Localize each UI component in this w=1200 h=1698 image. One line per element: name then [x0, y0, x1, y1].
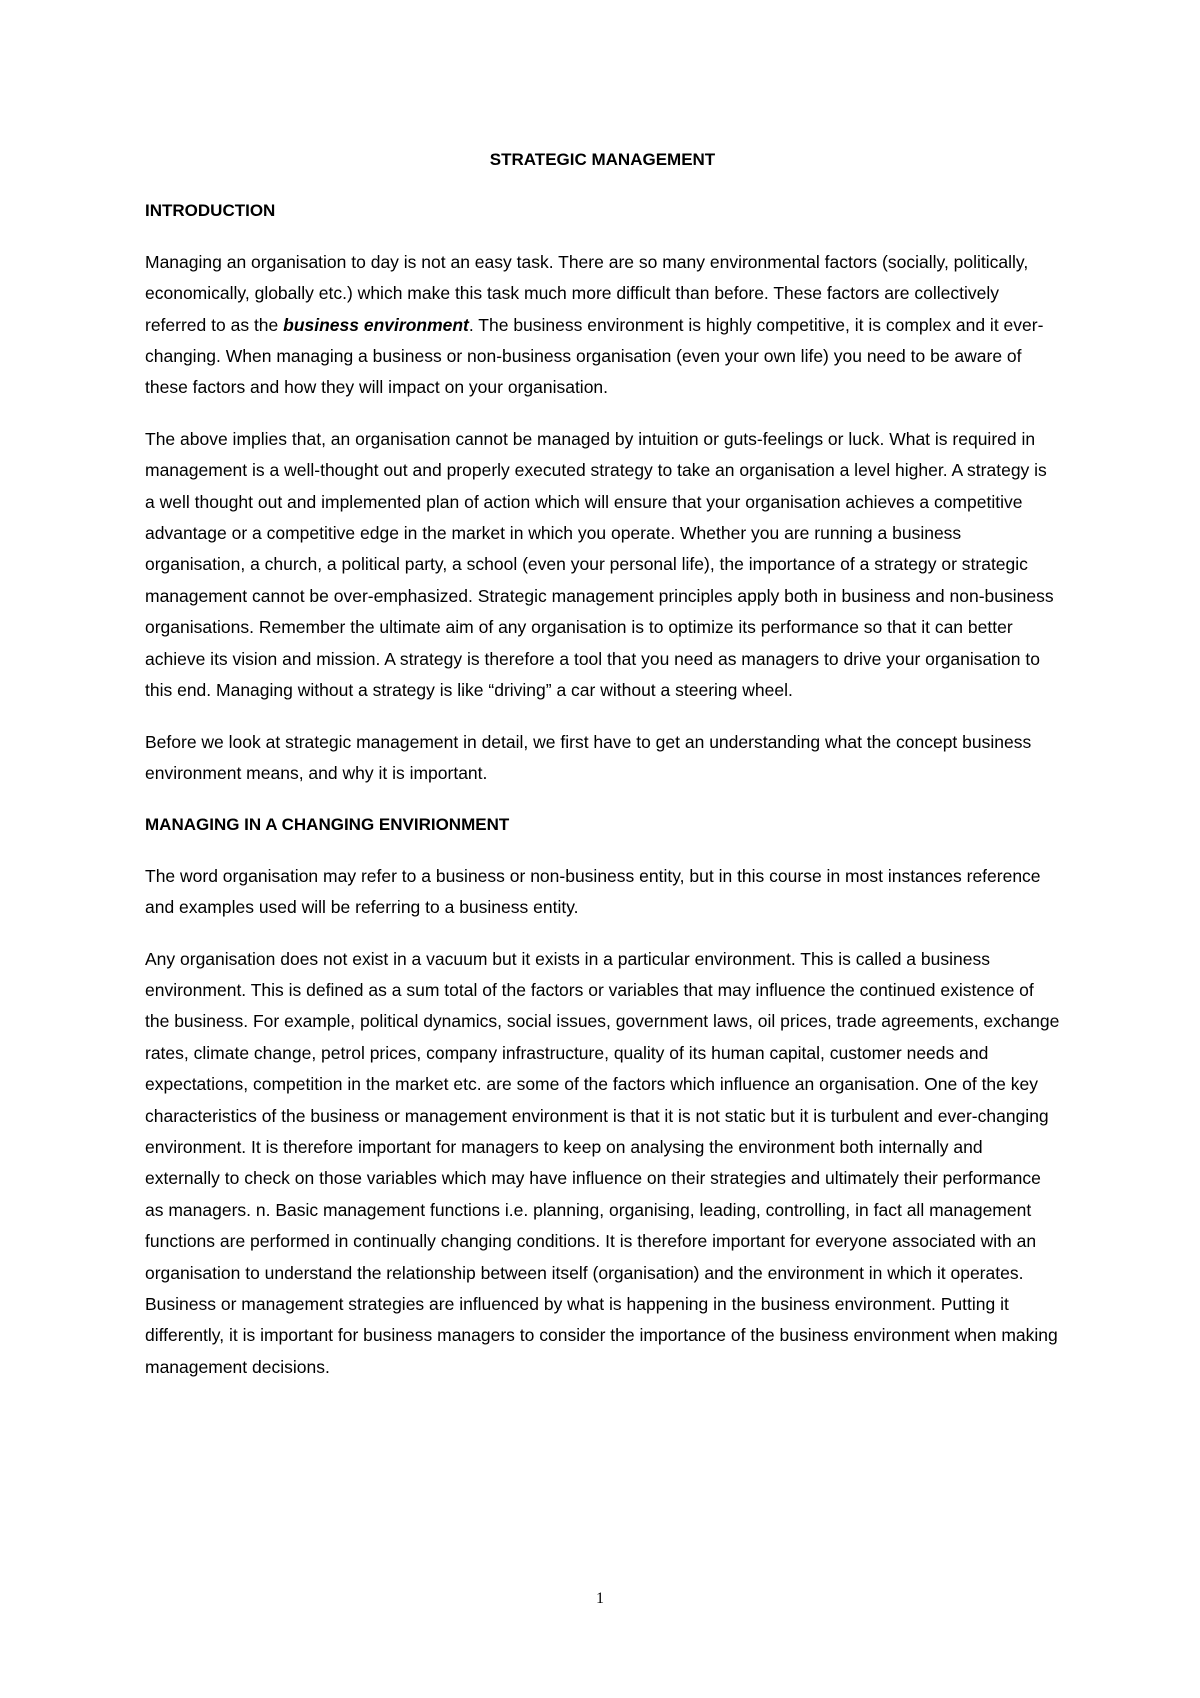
section-heading-managing-changing-environment: MANAGING IN A CHANGING ENVIRIONMENT	[145, 815, 510, 835]
paragraph-text: Managing an organisation to day is not an easy task. There are so many environmental factors (socially, politically, economically, globally etc.) which make this task much more difficult than before. These factors are collectively referred to as the	[145, 251, 1029, 335]
paragraph-introduction-1	[145, 247, 1060, 404]
paragraph-text: . The business environment is highly competitive, it is complex and it ever-changing. When managing a business or non-business organisation (even your own life) you need to be aware of these factors and how they will impact on your organisation.	[145, 314, 1044, 398]
paragraph-environment-1: The word organisation may refer to a business or non-business entity, but in this course in most instances reference and examples used will be referring to a business entity.	[145, 865, 1041, 918]
page-number: 1	[596, 1590, 604, 1607]
document-title: STRATEGIC MANAGEMENT	[489, 150, 716, 169]
paragraph-introduction-2: The above implies that, an organisation cannot be managed by intuition or guts-feelings or luck. What is required in management is a well-thought out and properly executed strategy to take an organisation a level higher. A strategy is a well thought out and implemented plan of action which will ensure that your organisation achieves a competitive advantage or a competitive edge in the market in which you operate. Whether you are running a business organisation, a church, a political party, a school (even your personal life), the importance of a strategy or strategic management cannot be over-emphasized. Strategic management principles apply both in business and non-business organisations. Remember the ultimate aim of any organisation is to optimize its performance so that it can better achieve its vision and mission. A strategy is therefore a tool that you need as managers to drive your organisation to this end. Managing without a strategy is like “driving” a car without a steering wheel.	[145, 428, 1054, 701]
paragraph-introduction-3: Before we look at strategic management in detail, we first have to get an understanding what the concept business environment means, and why it is important.	[145, 731, 1032, 783]
document-body	[145, 144, 1060, 1403]
section-heading-introduction: INTRODUCTION	[145, 201, 276, 221]
emphasized-term: business environment	[283, 314, 469, 335]
paragraph-environment-2: Any organisation does not exist in a vacuum but it exists in a particular environment. This is called a business environment. This is defined as a sum total of the factors or variables that may influence the continued existence of the business. For example, political dynamics, social issues, government laws, oil prices, trade agreements, exchange rates, climate change, petrol prices, company infrastructure, quality of its human capital, customer needs and expectations, competition in the market etc. are some of the factors which influence an organisation. One of the key characteristics of the business or management environment is that it is not static but it is turbulent and ever-changing environment. It is therefore important for managers to keep on analysing the environment both internally and externally to check on those variables which may have influence on their strategies and ultimately their performance as managers. n. Basic management functions i.e. planning, organising, leading, controlling, in fact all management functions are performed in continually changing conditions. It is therefore important for everyone associated with an organisation to understand the relationship between itself (organisation) and the environment in which it operates. Business or management strategies are influenced by what is happening in the business environment. Putting it differently, it is important for business managers to consider the importance of the business environment when making management decisions.	[145, 948, 1060, 1377]
